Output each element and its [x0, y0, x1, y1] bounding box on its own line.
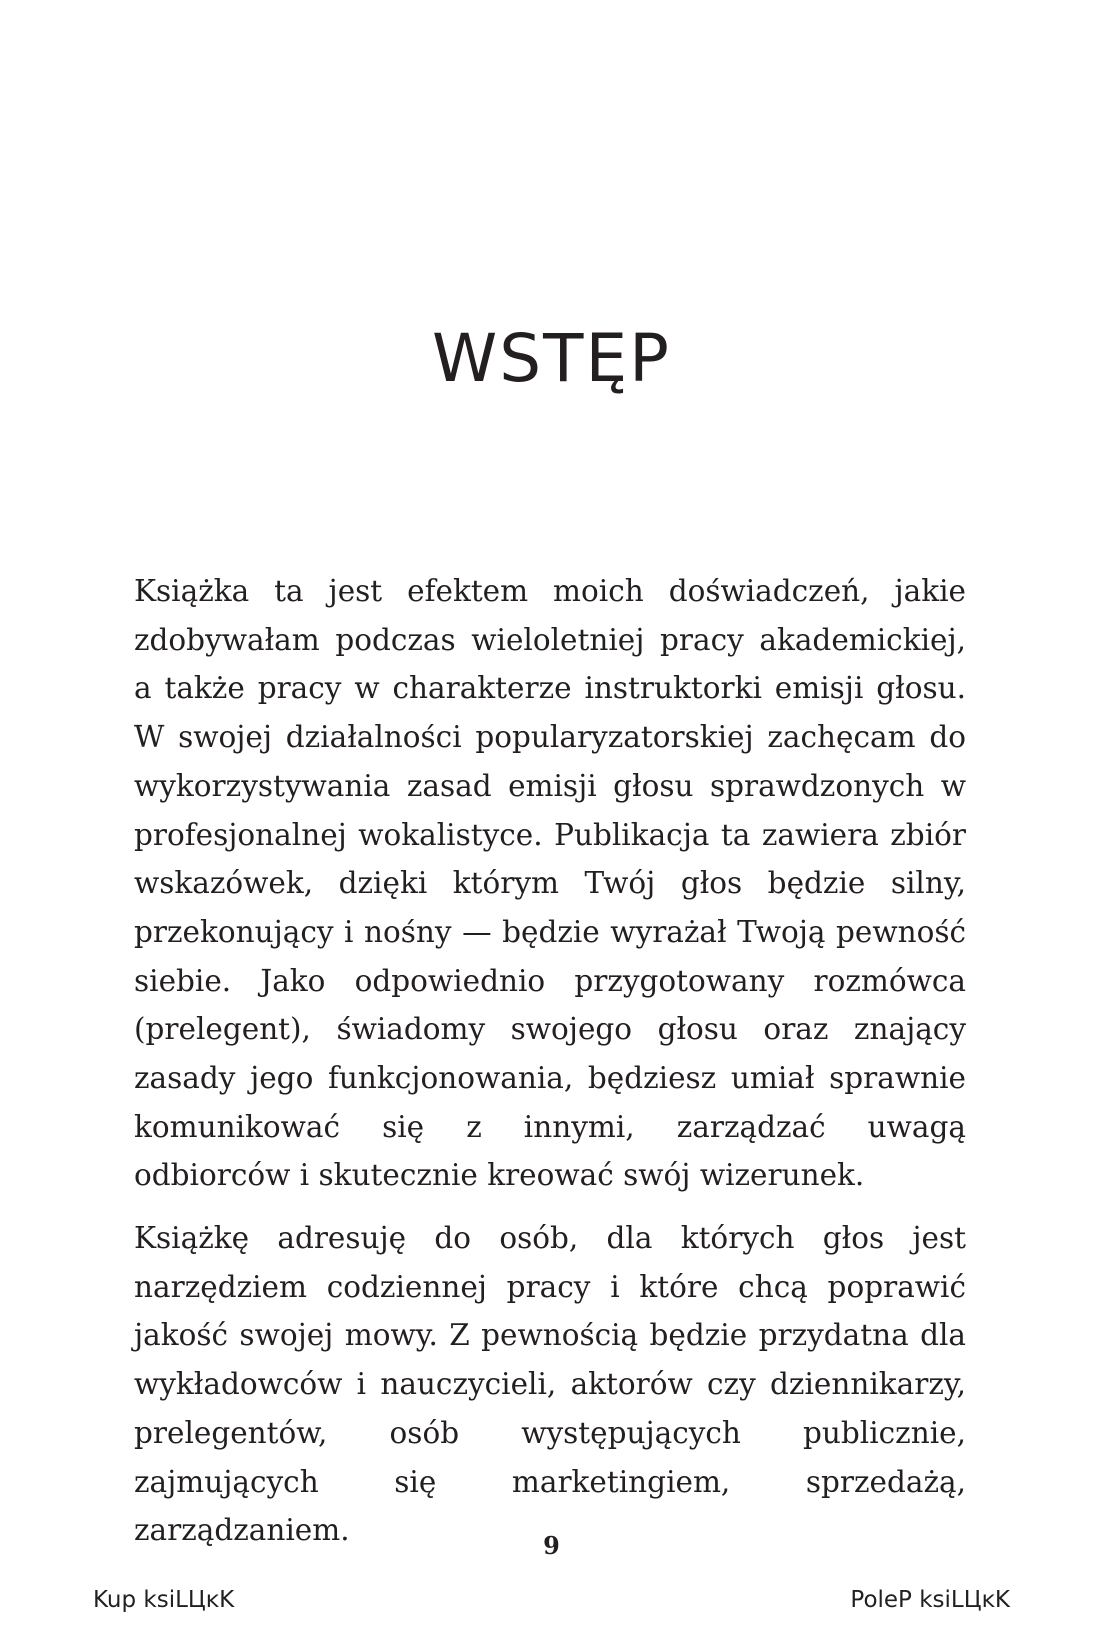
chapter-title: WSTĘP	[432, 320, 671, 398]
paragraph-text: Książka ta jest efektem moich doświadczeń, jakie zdobywałam podczas wieloletniej pracy akademickiej, a także pracy w charakterze instruktorki emisji głosu. W swojej działalności popularyzatorskiej zachęcam do wykorzystywania zasad emisji głosu sprawdzonych w profesjonalnej wokalistyce. Publikacja ta zawiera zbiór wskazówek, dzięki którym Twój głos będzie silny, przekonujący i nośny — będzie wyrażał Twoją pewność siebie. Jako odpowiednio przygotowany rozmówca (prelegent), świadomy swojego głosu oraz znający zasady jego funkcjonowania, będziesz umiał sprawnie komunikować się z innymi, zarządzać uwagą odbiorców i skutecznie kreować swój wizerunek.	[134, 574, 966, 1193]
buy-book-link[interactable]: Kup ksiLЦĸK	[93, 1587, 235, 1613]
body-paragraph-2	[134, 1214, 966, 1555]
body-paragraph-1	[134, 567, 966, 1200]
recommend-book-link[interactable]: PoleP ksiLЦĸK	[850, 1587, 1010, 1613]
page-number: 9	[543, 1531, 560, 1560]
paragraph-text: Książkę adresuję do osób, dla których głos jest narzędziem codziennej pracy i które chcą poprawić jakość swojej mowy. Z pewnością będzie przydatna dla wykładowców i nauczycieli, aktorów czy dziennikarzy, prelegentów, osób występujących publicznie, zajmujących się marketingiem, sprzedażą, zarządzaniem.	[134, 1221, 966, 1548]
